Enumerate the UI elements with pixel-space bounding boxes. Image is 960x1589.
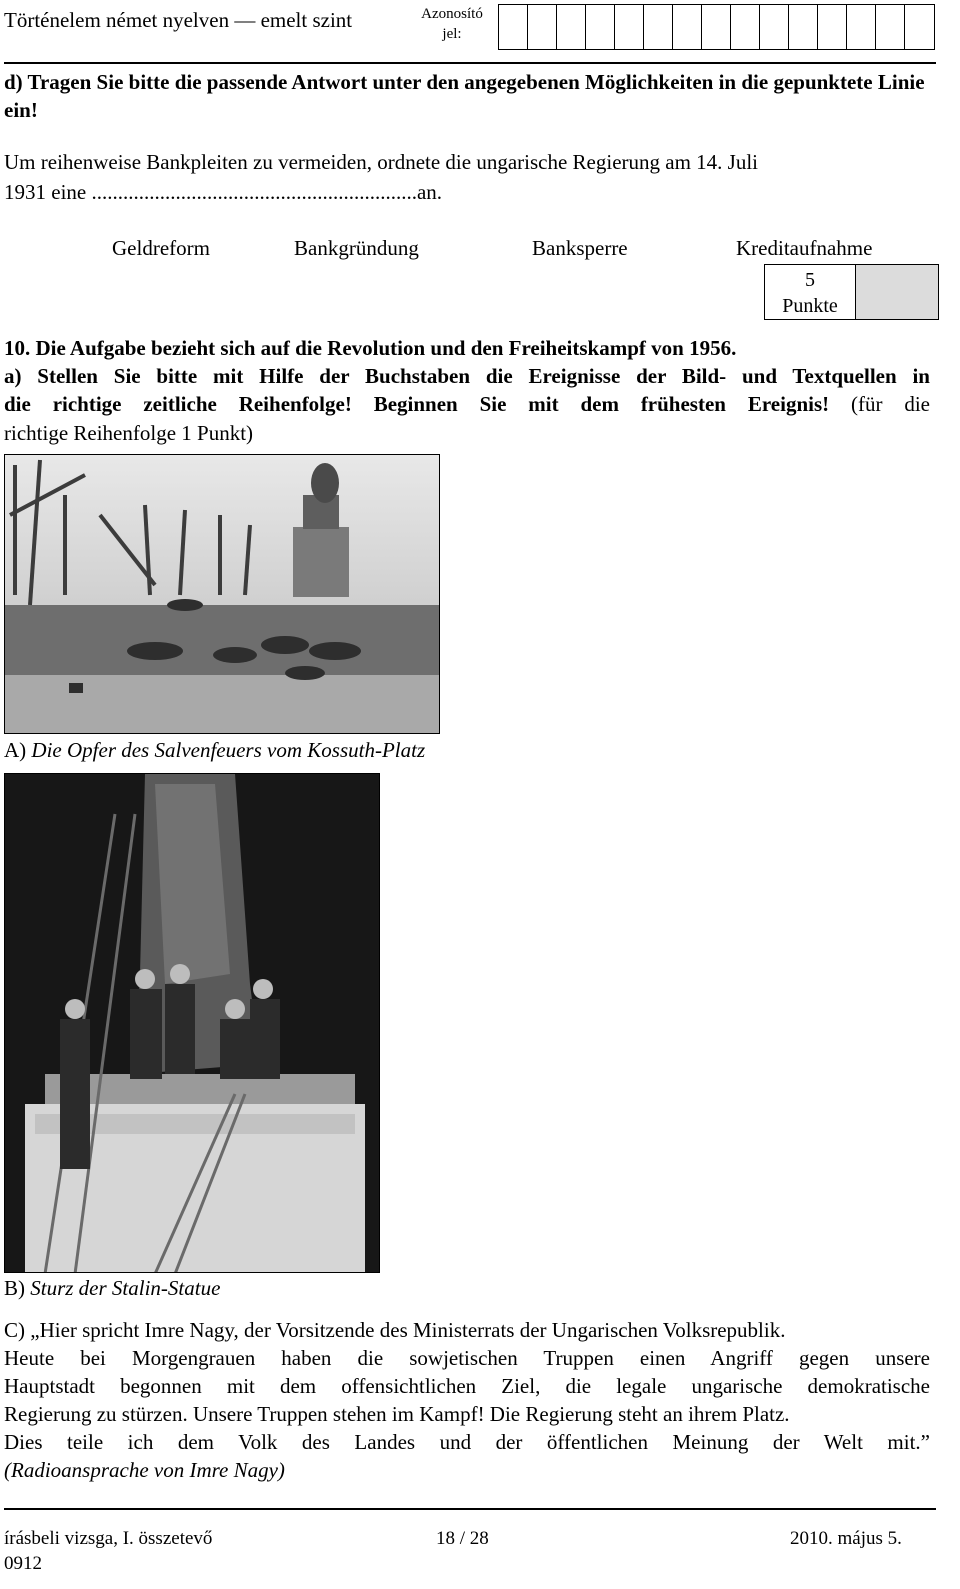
option-kreditaufnahme: Kreditaufnahme <box>736 236 873 260</box>
points-box <box>764 264 939 320</box>
id-label <box>412 4 492 44</box>
footer-divider <box>4 1508 936 1510</box>
caption-b-text: Sturz der Stalin-Statue <box>30 1276 221 1300</box>
id-code-box[interactable] <box>876 5 905 49</box>
footer-code: 0912 <box>4 1553 42 1574</box>
header-title: Történelem német nyelven — emelt szint <box>4 8 353 32</box>
task-d-sentence-line2[interactable]: 1931 eine ..............................................................an. <box>4 180 443 204</box>
id-code-box[interactable] <box>789 5 818 49</box>
id-code-box[interactable] <box>557 5 586 49</box>
id-code-box[interactable] <box>702 5 731 49</box>
id-code-box[interactable] <box>731 5 760 49</box>
photo-a-image <box>5 455 440 734</box>
points-score-field[interactable] <box>856 265 938 319</box>
id-label-line1: Azonosító <box>421 6 483 22</box>
option-banksperre: Banksperre <box>532 236 628 260</box>
caption-a-letter: A) <box>4 738 27 762</box>
id-code-box[interactable] <box>615 5 644 49</box>
caption-b-letter: B) <box>4 1276 25 1300</box>
points-value: 5 <box>805 269 815 291</box>
caption-a <box>4 738 425 763</box>
id-code-box[interactable] <box>528 5 557 49</box>
caption-a-text: Die Opfer des Salvenfeuers vom Kossuth-Platz <box>31 738 426 762</box>
option-geldreform: Geldreform <box>112 236 210 260</box>
task-10-instruction-bold: die richtige zeitliche Reihenfolge! Beginnen Sie mit dem frühesten Ereignis! <box>4 392 830 416</box>
task-10-heading: 10. Die Aufgabe bezieht sich auf die Revolution und den Freiheitskampf von 1956. <box>4 336 737 360</box>
task-10-instruction-line3: richtige Reihenfolge 1 Punkt) <box>4 421 254 445</box>
id-code-box[interactable] <box>847 5 876 49</box>
footer-date: 2010. május 5. <box>790 1528 902 1549</box>
photo-stalin-statue-fall <box>4 773 380 1273</box>
id-code-box[interactable] <box>499 5 528 49</box>
source-c-line1: C) „Hier spricht Imre Nagy, der Vorsitzende des Ministerrats der Ungarischen Volksrepublik. <box>4 1318 786 1342</box>
source-c-line3: Hauptstadt begonnen mit dem offensichtlichen Ziel, die legale ungarische demokratische <box>4 1374 930 1398</box>
id-code-box[interactable] <box>586 5 615 49</box>
id-label-line2: jel: <box>442 26 462 42</box>
id-code-box[interactable] <box>644 5 673 49</box>
photo-kossuth-square-victims <box>4 454 440 734</box>
id-code-box[interactable] <box>760 5 789 49</box>
task-10-instruction-note: (für die <box>829 392 930 416</box>
task-10-instruction-line1: a) Stellen Sie bitte mit Hilfe der Buchstaben die Ereignisse der Bild- und Textquellen in <box>4 364 930 388</box>
source-c-line4: Regierung zu stürzen. Unsere Truppen stehen im Kampf! Die Regierung steht an ihrem Platz. <box>4 1402 790 1426</box>
option-bankgruendung: Bankgründung <box>294 236 419 260</box>
caption-b <box>4 1276 220 1301</box>
id-code-box[interactable] <box>673 5 702 49</box>
footer-page-number: 18 / 28 <box>436 1528 489 1549</box>
points-label <box>765 265 856 319</box>
source-c-line2: Heute bei Morgengrauen haben die sowjetischen Truppen einen Angriff gegen unsere <box>4 1346 930 1370</box>
id-code-box[interactable] <box>905 5 934 49</box>
task-10-instruction-line2 <box>4 390 930 418</box>
task-d-sentence-line1: Um reihenweise Bankpleiten zu vermeiden, ordnete die ungarische Regierung am 14. Juli <box>4 150 759 174</box>
id-code-boxes[interactable] <box>498 4 935 50</box>
header-divider <box>4 62 936 64</box>
source-c-line5: Dies teile ich dem Volk des Landes und der öffentlichen Meinung der Welt mit.” <box>4 1430 930 1454</box>
source-c-attribution: (Radioansprache von Imre Nagy) <box>4 1458 285 1482</box>
footer-left: írásbeli vizsga, I. összetevő <box>4 1528 213 1549</box>
points-unit: Punkte <box>782 295 838 317</box>
photo-b-image <box>5 774 380 1273</box>
id-code-box[interactable] <box>818 5 847 49</box>
task-d-instruction: d) Tragen Sie bitte die passende Antwort unter den angegebenen Möglichkeiten in die gepunktete Linie ein! <box>4 70 925 122</box>
